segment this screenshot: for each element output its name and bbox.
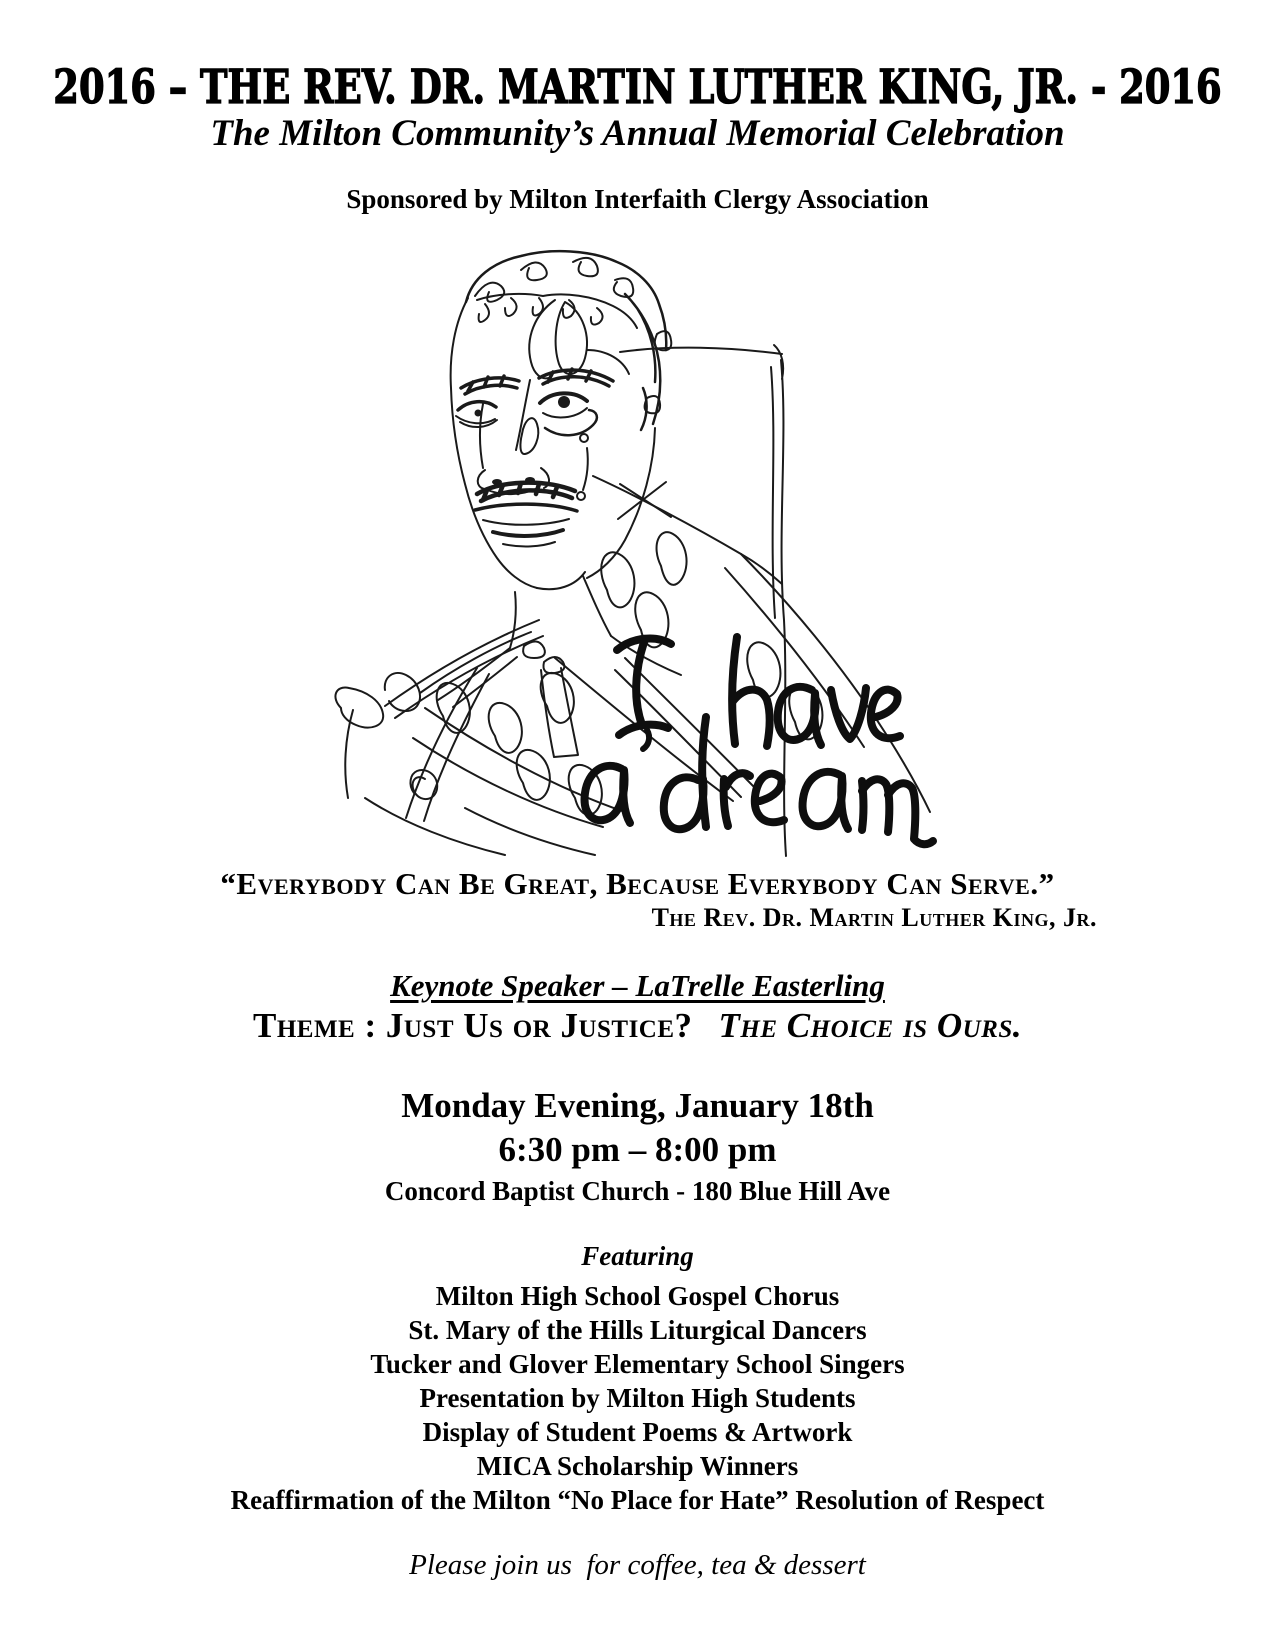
i-have-a-dream-script <box>585 637 933 844</box>
list-item: Milton High School Gospel Chorus <box>435 1281 840 1311</box>
theme-line <box>0 1006 1275 1046</box>
featuring-heading: Featuring <box>581 1241 694 1271</box>
list-item: Display of Student Poems & Artwork <box>422 1417 853 1447</box>
flyer-title: 2016 – THE REV. DR. MARTIN LUTHER KING, JR. - 2016 <box>53 59 1222 114</box>
mlk-portrait-sketch <box>325 238 955 868</box>
quote-attribution: The Rev. Dr. Martin Luther King, Jr. <box>651 903 1097 932</box>
mlk-quote: “Everybody Can Be Great, Because Everybody Can Serve.” <box>220 866 1055 901</box>
sponsor-line: Sponsored by Milton Interfaith Clergy Association <box>346 184 929 214</box>
featuring-list <box>0 1279 1275 1517</box>
theme-emphasis: The Choice is Ours. <box>718 1006 1022 1045</box>
event-location: Concord Baptist Church - 180 Blue Hill Ave <box>384 1176 891 1206</box>
event-date: Monday Evening, January 18th <box>401 1086 874 1125</box>
mlk-portrait-artwork <box>325 238 955 868</box>
list-item: Reaffirmation of the Milton “No Place for Hate” Resolution of Respect <box>230 1485 1045 1515</box>
list-item: St. Mary of the Hills Liturgical Dancers <box>408 1315 867 1345</box>
list-item: MICA Scholarship Winners <box>476 1451 799 1481</box>
keynote-speaker-line: Keynote Speaker – LaTrelle Easterling <box>390 968 885 1003</box>
list-item: Presentation by Milton High Students <box>419 1383 856 1413</box>
footer-note: Please join us for coffee, tea & dessert <box>409 1549 866 1581</box>
theme-label: Theme : Just Us or Justice? <box>252 1006 693 1045</box>
flyer-subtitle: The Milton Community’s Annual Memorial Celebration <box>210 113 1065 154</box>
event-time: 6:30 pm – 8:00 pm <box>498 1130 777 1169</box>
list-item: Tucker and Glover Elementary School Singers <box>370 1349 905 1379</box>
